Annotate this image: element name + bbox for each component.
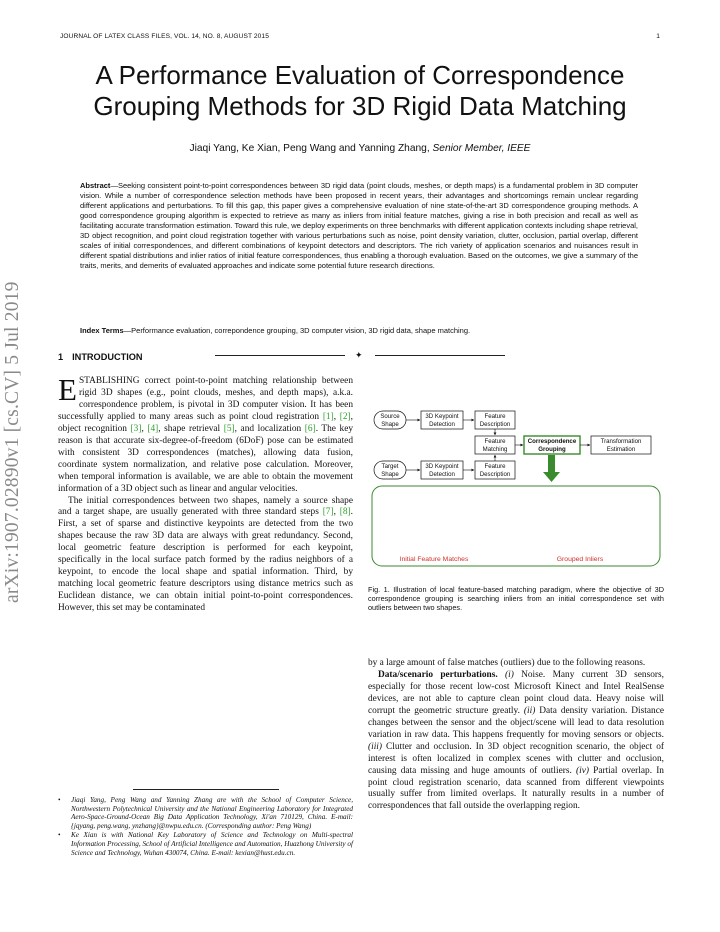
footnotes [58,796,353,858]
right-column [368,658,664,813]
node-label: Source [380,413,400,420]
svg-text:Matching: Matching [482,446,508,453]
svg-text:Estimation: Estimation [606,446,636,453]
svg-text:Grouping: Grouping [538,446,566,453]
citation-link[interactable]: [2] [339,411,351,422]
abstract [80,181,638,271]
index-terms-text: —Performance evaluation, correpondence grouping, 3D computer vision, 3D rigid data, shape matching. [123,326,471,335]
index-terms [80,326,638,335]
author-line [40,143,680,154]
svg-text:Shape: Shape [381,471,399,478]
page-number: 1 [656,33,660,40]
svg-text:Feature: Feature [484,413,506,420]
drop-cap: E [58,372,77,407]
intro-paragraph-2: The initial correspondences between two shapes, namely a source shape and a target shape, are usually generated with three standard steps [7], [8]. First, a set of sparse and distinctive keypoints are detected from the two shapes because the raw 3D data are always with great redundancy. Second, local geometric feature description is performed for each keypoint, specifically in the local surface patch formed by the radius neighbors of a keypoint, to encode the local shape and spatial information. Third, by matching local geometric feature descriptors using distance metrics such as Euclidean distance, we can obtain initial point-to-point correspondences. However, this set may be contaminated [58,495,353,614]
arxiv-stamp: arXiv:1907.02890v1 [cs.CV] 5 Jul 2019 [2,281,23,603]
node-label: Shape [381,421,399,428]
svg-text:Description: Description [479,421,511,428]
diamond-ornament: ✦ [355,350,363,360]
paper-title: A Performance Evaluation of Correspondence Grouping Methods for 3D Rigid Data Matching [93,60,627,121]
svg-text:Correspondence: Correspondence [527,438,577,445]
svg-text:Description: Description [479,471,511,478]
right-paragraph-1: by a large amount of false matches (outliers) due to the following reasons. [368,658,646,668]
citation-link[interactable]: [1] [322,411,334,422]
section-heading [58,352,143,362]
section-divider [215,350,505,360]
intro-paragraph-1: ESTABLISHING correct point-to-point matching relationship between rigid 3D shapes (e.g., point clouds, meshes, and depth maps), a.k.a. correspondence problem, is pivotal in 3D computer vision. It has been successfully applied to many areas such as point cloud registration [1], [2], object recognition [3], [4], shape retrieval [5], and localization [6]. The key reason is that accurate six-degree-of-freedom (6DoF) pose can be estimated with consistent 3D correspondences (matches), allowing data fusion, coordinate system normalization, and relative pose calculation. Moreover, when temporal information is available, we are able to obtain the movement information of a 3D object such as linear and angular velocities. [58,372,354,494]
author-membership: Senior Member, IEEE [432,143,531,154]
footnote-item: • Ke Xian is with National Key Laboratory of Science and Technology on Multi-spectral Information Processing, School of Artificial Intelligence and Automation, Huazhong University of Science and Technology, Wuhan 430074, China. E-mail: kexian@hust.edu.cn. [58,831,353,857]
running-header [60,33,660,40]
figure-1 [368,404,664,574]
svg-text:3D Keypoint: 3D Keypoint [425,463,459,470]
svg-text:Feature: Feature [484,463,506,470]
right-paragraph-2: Data/scenario perturbations. (i) Noise. Many current 3D sensors, especially for those recent low-cost Microsoft Kinect and Intel RealSense devices, are not able to capture clean point cloud data. Heavy noise will corrupt the geometric structure greatly. (ii) Data density variation. Distance changes between the sensor and the object/scene will lead to data resolution variation in raw data. This happens frequently for moving sensors or objects. (iii) Clutter and occlusion. In 3D object recognition scenario, the object of interest is often localized in complex scenes with clutter and occlusion, causing data missing and huge amounts of outliers. (iv) Partial overlap. In point cloud registration scenario, data scanned from different viewpoints usually suffer from limited overlaps. It naturally results in a number of correspondences that fall outside the overlapping region. [368,669,664,812]
citation-link[interactable]: [3] [130,423,142,434]
svg-text:Feature: Feature [484,438,506,445]
section-title: INTRODUCTION [72,352,143,362]
author-names: Jiaqi Yang, Ke Xian, Peng Wang and Yanning Zhang, [189,143,430,154]
section-number: 1 [58,352,64,362]
svg-text:Detection: Detection [429,421,455,428]
footnote-item: • Jiaqi Yang, Peng Wang and Yanning Zhang are with the School of Computer Science, Northwestern Polytechnical University and the National Engineering Laboratory for Integrated Aero-Space-Ground-Ocean Big Data Application Technology, Xi'an 710129, China. E-mail: {jqyang, peng.wang, ynzhang}@nwpu.edu.cn. (Corresponding author: Peng Wang) [58,796,353,830]
abstract-label: Abstract [80,181,111,190]
footnote-rule [133,789,279,790]
svg-text:Transformation: Transformation [600,438,642,445]
down-arrow-icon [548,455,555,473]
citation-link[interactable]: [5] [223,423,235,434]
citation-link[interactable]: [7] [322,507,334,518]
figure-caption: Fig. 1. Illustration of local feature-based matching paradigm, where the objective of 3D correspondence grouping is searching inliers from an initial correspondence set with outliers between two shapes. [368,585,664,612]
svg-text:3D Keypoint: 3D Keypoint [425,413,459,420]
svg-text:Target: Target [381,463,399,470]
results-panel [372,486,660,566]
citation-link[interactable]: [8] [339,507,351,518]
initial-matches-label: Initial Feature Matches [399,556,469,563]
journal-name: JOURNAL OF LATEX CLASS FILES, VOL. 14, NO. 8, AUGUST 2015 [60,33,269,40]
left-column [58,372,354,615]
svg-text:Detection: Detection [429,471,455,478]
abstract-text: —Seeking consistent point-to-point correspondences between 3D rigid data (point clouds, meshes, or depth maps) is a fundamental problem in 3D computer vision. While a number of correspondence selection methods have been proposed in recent years, their advantages and shortcomings remain unclear regarding different applications and perturbations. To fill this gap, this paper gives a comprehensive evaluation of nine state-of-the-art 3D correspondence grouping methods. A good correspondence grouping algorithm is expected to retrieve as many as inliers from initial feature matches, giving a rise in both precision and recall as well as facilitating accurate transformation estimation. Toward this rule, we deploy experiments on three benchmarks with different application contexts including shape retrieval, 3D object recognition, and point cloud registration together with various perturbations such as noise, point density variation, clutter, occlusion, partial overlap, different scales of initial correspondences, and different combinations of keypoint detectors and descriptors. The rich variety of application scenarios and nuisances result in different spatial distributions and inlier ratios of initial feature correspondences, thus enabling a thorough evaluation. Based on the outcomes, we give a summary of the traits, merits, and demerits of evaluated approaches and indicate some potential future research directions. [80,181,638,271]
citation-link[interactable]: [4] [147,423,159,434]
grouped-inliers-label: Grouped Inliers [556,556,604,563]
index-terms-label: Index Terms [80,326,124,335]
paragraph-heading: Data/scenario perturbations. [378,669,498,680]
citation-link[interactable]: [6] [304,423,316,434]
lead-word: STABLISHING [78,376,140,386]
